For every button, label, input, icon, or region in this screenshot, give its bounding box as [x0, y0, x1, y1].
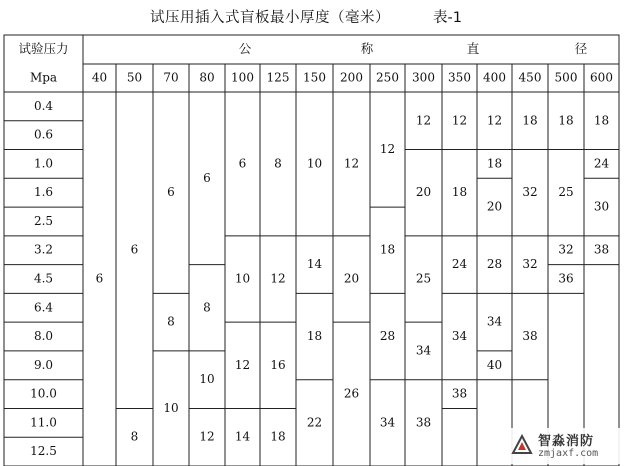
thickness-value: 8 — [203, 300, 211, 315]
thickness-value: 40 — [486, 357, 503, 372]
thickness-value: 32 — [522, 185, 538, 200]
thickness-value: 8 — [274, 156, 282, 171]
dn-column-header: 125 — [266, 70, 290, 85]
thickness-value: 32 — [558, 242, 574, 257]
pressure-value: 10.0 — [30, 386, 57, 401]
thickness-value: 30 — [593, 199, 610, 214]
pressure-value: 9.0 — [33, 357, 54, 372]
thickness-value: 12 — [379, 142, 396, 157]
thickness-value: 10 — [306, 156, 323, 171]
thickness-value: 38 — [593, 242, 610, 257]
thickness-value: 18 — [486, 156, 503, 171]
table-number: 表-1 — [433, 10, 462, 26]
pressure-value: 2.5 — [33, 213, 54, 228]
thickness-value: 32 — [522, 257, 538, 272]
thickness-value: 20 — [486, 199, 503, 214]
thickness-value: 34 — [379, 415, 396, 430]
pressure-value: 6.4 — [33, 300, 54, 315]
table-title: 试压用插入式盲板最小厚度（毫米） — [150, 10, 390, 26]
thickness-value: 12 — [415, 113, 432, 128]
thickness-value: 18 — [451, 185, 468, 200]
thickness-value: 10 — [163, 400, 179, 415]
thickness-value: 38 — [415, 415, 432, 430]
table-frame — [4, 35, 619, 466]
thickness-value: 12 — [199, 429, 215, 444]
pressure-value: 8.0 — [33, 329, 54, 344]
pressure-value: 3.2 — [33, 242, 54, 257]
dn-column-header: 450 — [518, 70, 542, 85]
thickness-value: 12 — [234, 357, 251, 372]
dn-column-header: 300 — [412, 70, 435, 85]
thickness-value: 38 — [451, 386, 468, 401]
thickness-value: 6 — [203, 170, 211, 185]
thickness-value: 18 — [593, 113, 610, 128]
thickness-value: 6 — [238, 156, 247, 171]
thickness-value: 12 — [451, 113, 468, 128]
fire-logo-icon — [511, 434, 533, 456]
thickness-value: 18 — [270, 429, 286, 444]
thickness-value: 6 — [95, 271, 104, 286]
thickness-value: 20 — [343, 271, 360, 286]
thickness-value: 10 — [234, 271, 251, 286]
watermark-name: 智淼消防 — [538, 434, 595, 449]
thickness-value: 12 — [270, 271, 286, 286]
thickness-value: 6 — [167, 185, 175, 200]
dn-column-header: 50 — [126, 70, 143, 85]
thickness-value: 18 — [306, 329, 323, 344]
pressure-unit: Mpa — [29, 70, 58, 85]
dn-column-header: 600 — [590, 70, 613, 85]
pressure-value: 0.6 — [33, 127, 54, 142]
dn-header-char: 直 — [466, 41, 480, 56]
thickness-value: 28 — [379, 329, 396, 344]
dn-header-char: 公 — [238, 41, 252, 56]
thickness-value: 25 — [415, 271, 432, 286]
watermark — [505, 428, 623, 464]
thickness-value: 36 — [558, 271, 574, 286]
thickness-value: 10 — [199, 372, 215, 387]
thickness-value: 38 — [522, 329, 538, 344]
pressure-value: 12.5 — [30, 444, 57, 459]
thickness-value: 6 — [130, 242, 139, 257]
dn-column-header: 350 — [448, 70, 471, 85]
thickness-value: 22 — [306, 415, 323, 430]
thickness-value: 34 — [415, 343, 432, 358]
dn-header-char: 称 — [360, 41, 374, 56]
pressure-value: 0.4 — [33, 98, 54, 113]
thickness-value: 18 — [379, 242, 396, 257]
pressure-value: 4.5 — [33, 271, 54, 286]
watermark-url: zmjaxf.com — [538, 448, 599, 459]
dn-column-header: 200 — [340, 70, 363, 85]
thickness-value: 18 — [558, 113, 574, 128]
thickness-value: 12 — [343, 156, 360, 171]
thickness-value: 28 — [486, 257, 503, 272]
thickness-value: 34 — [486, 314, 503, 329]
thickness-value: 8 — [167, 314, 175, 329]
thickness-value: 14 — [234, 429, 251, 444]
dn-column-header: 80 — [199, 70, 215, 85]
dn-column-header: 250 — [376, 70, 399, 85]
thickness-value: 34 — [451, 329, 468, 344]
pressure-value: 11.0 — [30, 415, 57, 430]
thickness-value: 12 — [486, 113, 503, 128]
thickness-value: 25 — [558, 185, 574, 200]
dn-header-char: 径 — [574, 41, 588, 56]
dn-column-header: 150 — [303, 70, 326, 85]
pressure-header: 试验压力 — [18, 41, 69, 56]
thickness-value: 24 — [451, 257, 468, 272]
thickness-value: 18 — [522, 113, 538, 128]
dn-column-header: 100 — [231, 70, 254, 85]
thickness-value: 14 — [306, 257, 323, 272]
pressure-value: 1.0 — [33, 156, 54, 171]
dn-column-header: 40 — [91, 70, 108, 85]
thickness-value: 20 — [415, 185, 432, 200]
dn-column-header: 400 — [483, 70, 506, 85]
thickness-value: 24 — [593, 156, 610, 171]
thickness-value: 16 — [270, 357, 286, 372]
pressure-value: 1.6 — [33, 185, 54, 200]
thickness-value: 26 — [343, 386, 360, 401]
dn-column-header: 70 — [163, 70, 179, 85]
dn-column-header: 500 — [554, 70, 578, 85]
thickness-value: 8 — [130, 429, 139, 444]
